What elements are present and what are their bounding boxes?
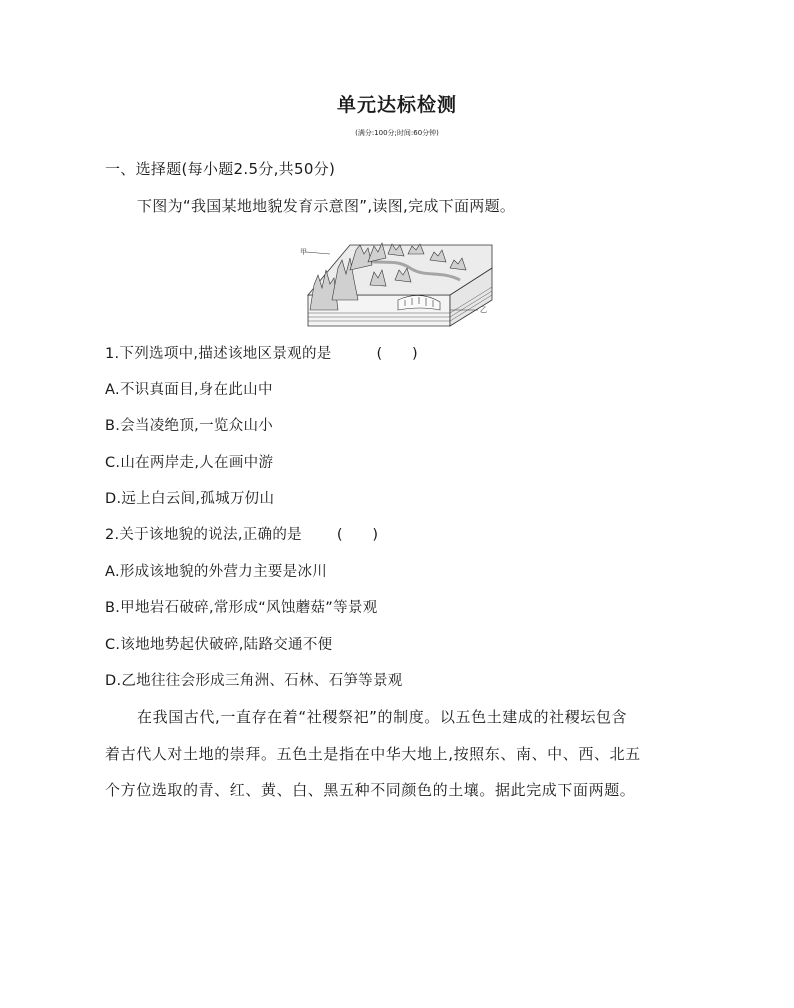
- passage-line-1: 在我国古代,一直存在着“社稷祭祀”的制度。以五色土建成的社稷坛包含: [137, 708, 628, 726]
- question-1-option-a: A.不识真面目,身在此山中: [105, 382, 273, 398]
- question-1-stem: [105, 342, 418, 363]
- question-1-text: 1.下列选项中,描述该地区景观的是: [105, 346, 332, 362]
- question-1-option-d: D.远上白云间,孤城万仞山: [105, 491, 275, 507]
- section-heading: 一、选择题(每小题2.5分,共50分): [105, 160, 336, 178]
- exam-info: (满分:100分;时间:60分钟): [355, 129, 439, 137]
- question-1-option-c: C.山在两岸走,人在画中游: [105, 455, 274, 471]
- question-2-text: 2.关于该地貌的说法,正确的是: [105, 527, 302, 543]
- question-2-option-c: C.该地地势起伏破碎,陆路交通不便: [105, 637, 333, 653]
- landform-diagram: [300, 240, 495, 330]
- question-2-answer-slot: ( ): [336, 527, 379, 543]
- question-2-option-b: B.甲地岩石破碎,常形成“风蚀蘑菇”等景观: [105, 600, 378, 616]
- passage-line-2: 着古代人对土地的崇拜。五色土是指在中华大地上,按照东、南、中、西、北五: [105, 745, 641, 763]
- question-intro: 下图为“我国某地地貌发育示意图”,读图,完成下面两题。: [137, 197, 516, 215]
- figure-label-yi: 乙: [480, 306, 487, 314]
- figure-label-jia: 甲: [300, 248, 307, 256]
- passage-line-3: 个方位选取的青、红、黄、白、黑五种不同颜色的土壤。据此完成下面两题。: [105, 781, 636, 799]
- question-2-stem: [105, 523, 378, 544]
- page-title: 单元达标检测: [336, 94, 457, 116]
- question-1-option-b: B.会当凌绝顶,一览众山小: [105, 418, 274, 434]
- question-2-option-a: A.形成该地貌的外营力主要是冰川: [105, 564, 328, 580]
- question-2-option-d: D.乙地往往会形成三角洲、石林、石笋等景观: [105, 673, 403, 689]
- question-1-answer-slot: ( ): [376, 346, 418, 362]
